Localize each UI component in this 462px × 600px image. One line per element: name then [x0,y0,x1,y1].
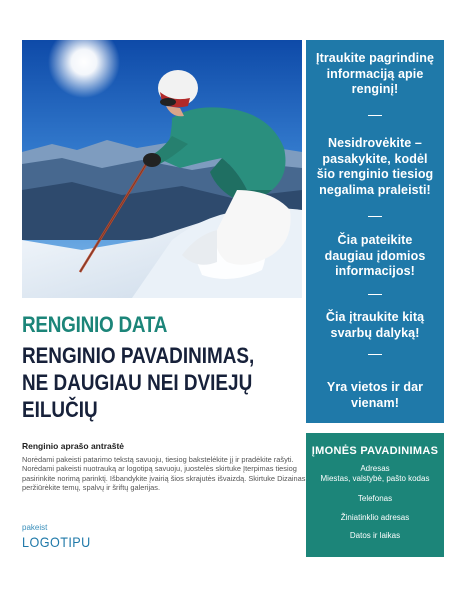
company-website: Žiniatinklio adresas [340,513,410,522]
divider [368,115,382,116]
company-name: ĮMONĖS PAVADINIMAS [311,445,439,457]
hero-photo [22,40,302,298]
description-body: Norėdami pakeisti patarimo tekstą savuoju, tiesiog bakstelėkite jį ir pradėkite rašyti. Norėdami pakeisti nuotrauką ar logotipą savuoju, juostelės skirtuke Įterpimas tiesiog pasirinkite norimą parinktį. Išbandykite įvairią šios skrajutės išvaizdą. Skirtuke Dizainas peržiūrėkite temų, spalvų ir šriftų galerijas. [22,455,306,492]
event-title [22,342,297,423]
divider [368,354,382,355]
logo-text: LOGOTIPU [22,534,91,550]
event-date: RENGINIO DATA [22,312,168,337]
highlight-2: Nesidrovėkite – pasakykite, kodėl šio renginio tiesiog negalima praleisti! [316,136,434,197]
highlight-4: Čia įtraukite kitą svarbų dalyką! [325,310,425,340]
company-address-label: Adresas [360,464,390,473]
divider [368,216,382,217]
highlight-5: Yra vietos ir dar vienam! [326,380,424,410]
divider [368,294,382,295]
company-info-box [306,433,444,557]
company-phone: Telefonas [357,494,393,503]
skier-illustration [22,40,302,298]
description-heading: Renginio aprašo antraštė [22,441,125,451]
highlight-3: Čia pateikite daugiau įdomios informacijos! [324,233,426,278]
event-title-line-3: EILUČIŲ [22,397,98,422]
company-address-line: Miestas, valstybė, pašto kodas [320,474,430,483]
highlights-panel [306,40,444,423]
highlight-1: Įtraukite pagrindinę informaciją apie renginį! [316,51,434,96]
company-datetime: Datos ir laikas [349,531,401,540]
logo-caption: pakeist [22,523,48,532]
event-title-line-1: RENGINIO PAVADINIMAS, [22,343,255,368]
event-title-line-2: NE DAUGIAU NEI DVIEJŲ [22,370,253,395]
